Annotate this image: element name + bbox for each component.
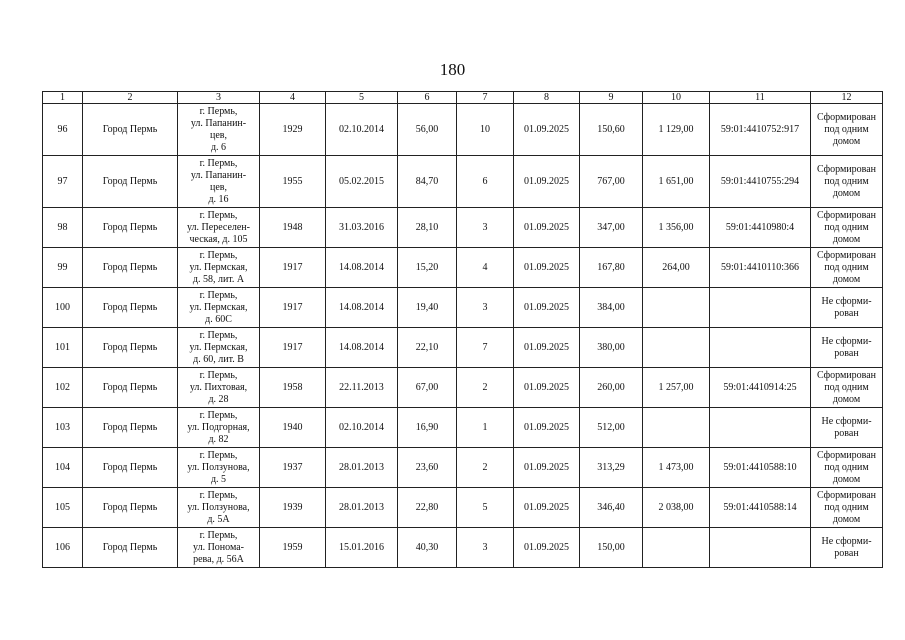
deadline-cell: 01.09.2025 <box>514 368 580 408</box>
quantity-cell: 7 <box>457 328 514 368</box>
quantity-cell: 3 <box>457 288 514 328</box>
amount-cell: 2 038,00 <box>643 488 710 528</box>
row-number-cell: 98 <box>43 208 83 248</box>
row-number-cell: 103 <box>43 408 83 448</box>
quantity-cell: 10 <box>457 104 514 156</box>
amount-cell: 1 651,00 <box>643 156 710 208</box>
quantity-cell: 3 <box>457 208 514 248</box>
area-cell: 22,80 <box>398 488 457 528</box>
quantity-cell: 6 <box>457 156 514 208</box>
city-cell: Город Пермь <box>83 368 178 408</box>
amount-cell: 1 129,00 <box>643 104 710 156</box>
value-cell: 150,60 <box>580 104 643 156</box>
city-cell: Город Пермь <box>83 488 178 528</box>
year-cell: 1917 <box>260 328 326 368</box>
value-cell: 512,00 <box>580 408 643 448</box>
date-cell: 14.08.2014 <box>326 248 398 288</box>
date-cell: 15.01.2016 <box>326 528 398 568</box>
date-cell: 02.10.2014 <box>326 408 398 448</box>
table-row <box>43 448 883 488</box>
quantity-cell: 2 <box>457 368 514 408</box>
cadastral-number-cell: 59:01:4410588:10 <box>710 448 811 488</box>
date-cell: 14.08.2014 <box>326 288 398 328</box>
address-cell: г. Пермь, ул. Пермская, д. 60С <box>178 288 260 328</box>
land-status-cell: Сформирован под одним домом <box>811 248 883 288</box>
land-status-cell: Сформирован под одним домом <box>811 156 883 208</box>
quantity-cell: 5 <box>457 488 514 528</box>
cadastral-number-cell: 59:01:4410110:366 <box>710 248 811 288</box>
area-cell: 56,00 <box>398 104 457 156</box>
year-cell: 1929 <box>260 104 326 156</box>
value-cell: 167,80 <box>580 248 643 288</box>
value-cell: 346,40 <box>580 488 643 528</box>
row-number-cell: 106 <box>43 528 83 568</box>
page-number: 180 <box>439 60 466 79</box>
value-cell: 260,00 <box>580 368 643 408</box>
quantity-cell: 3 <box>457 528 514 568</box>
row-number-cell: 101 <box>43 328 83 368</box>
date-cell: 28.01.2013 <box>326 488 398 528</box>
amount-cell <box>643 328 710 368</box>
column-header: 4 <box>260 92 326 104</box>
amount-cell: 1 356,00 <box>643 208 710 248</box>
address-cell: г. Пермь, ул. Переселен- ческая, д. 105 <box>178 208 260 248</box>
area-cell: 16,90 <box>398 408 457 448</box>
date-cell: 05.02.2015 <box>326 156 398 208</box>
address-cell: г. Пермь, ул. Пихтовая, д. 28 <box>178 368 260 408</box>
city-cell: Город Пермь <box>83 408 178 448</box>
city-cell: Город Пермь <box>83 104 178 156</box>
city-cell: Город Пермь <box>83 288 178 328</box>
area-cell: 22,10 <box>398 328 457 368</box>
amount-cell: 1 473,00 <box>643 448 710 488</box>
cadastral-number-cell <box>710 528 811 568</box>
row-number-cell: 100 <box>43 288 83 328</box>
deadline-cell: 01.09.2025 <box>514 528 580 568</box>
table-row <box>43 528 883 568</box>
land-status-cell: Сформирован под одним домом <box>811 368 883 408</box>
year-cell: 1958 <box>260 368 326 408</box>
column-header: 5 <box>326 92 398 104</box>
deadline-cell: 01.09.2025 <box>514 408 580 448</box>
column-header: 11 <box>710 92 811 104</box>
year-cell: 1917 <box>260 248 326 288</box>
quantity-cell: 1 <box>457 408 514 448</box>
quantity-cell: 4 <box>457 248 514 288</box>
land-status-cell: Сформирован под одним домом <box>811 208 883 248</box>
cadastral-number-cell: 59:01:4410980:4 <box>710 208 811 248</box>
deadline-cell: 01.09.2025 <box>514 248 580 288</box>
row-number-cell: 99 <box>43 248 83 288</box>
city-cell: Город Пермь <box>83 208 178 248</box>
row-number-cell: 96 <box>43 104 83 156</box>
address-cell: г. Пермь, ул. Пермская, д. 60, лит. В <box>178 328 260 368</box>
table-row <box>43 288 883 328</box>
column-header: 12 <box>811 92 883 104</box>
table-row <box>43 408 883 448</box>
column-header: 9 <box>580 92 643 104</box>
amount-cell <box>643 408 710 448</box>
address-cell: г. Пермь, ул. Подгорная, д. 82 <box>178 408 260 448</box>
deadline-cell: 01.09.2025 <box>514 208 580 248</box>
value-cell: 150,00 <box>580 528 643 568</box>
address-cell: г. Пермь, ул. Ползунова, д. 5А <box>178 488 260 528</box>
table-row <box>43 248 883 288</box>
date-cell: 22.11.2013 <box>326 368 398 408</box>
area-cell: 15,20 <box>398 248 457 288</box>
land-status-cell: Сформирован под одним домом <box>811 448 883 488</box>
year-cell: 1948 <box>260 208 326 248</box>
value-cell: 313,29 <box>580 448 643 488</box>
date-cell: 28.01.2013 <box>326 448 398 488</box>
address-cell: г. Пермь, ул. Ползунова, д. 5 <box>178 448 260 488</box>
land-status-cell: Сформирован под одним домом <box>811 104 883 156</box>
table-row <box>43 104 883 156</box>
value-cell: 380,00 <box>580 328 643 368</box>
city-cell: Город Пермь <box>83 156 178 208</box>
date-cell: 14.08.2014 <box>326 328 398 368</box>
row-number-cell: 102 <box>43 368 83 408</box>
amount-cell: 1 257,00 <box>643 368 710 408</box>
column-header: 7 <box>457 92 514 104</box>
city-cell: Город Пермь <box>83 448 178 488</box>
column-header: 8 <box>514 92 580 104</box>
area-cell: 67,00 <box>398 368 457 408</box>
deadline-cell: 01.09.2025 <box>514 488 580 528</box>
table-row <box>43 368 883 408</box>
value-cell: 384,00 <box>580 288 643 328</box>
column-header: 6 <box>398 92 457 104</box>
year-cell: 1955 <box>260 156 326 208</box>
row-number-cell: 105 <box>43 488 83 528</box>
amount-cell <box>643 528 710 568</box>
row-number-cell: 97 <box>43 156 83 208</box>
housing-register-table <box>42 91 883 568</box>
cadastral-number-cell <box>710 288 811 328</box>
table-row <box>43 328 883 368</box>
deadline-cell: 01.09.2025 <box>514 328 580 368</box>
year-cell: 1939 <box>260 488 326 528</box>
city-cell: Город Пермь <box>83 328 178 368</box>
year-cell: 1940 <box>260 408 326 448</box>
table-body <box>43 104 883 568</box>
cadastral-number-cell <box>710 408 811 448</box>
quantity-cell: 2 <box>457 448 514 488</box>
land-status-cell: Не сформи- рован <box>811 328 883 368</box>
table-row <box>43 156 883 208</box>
deadline-cell: 01.09.2025 <box>514 448 580 488</box>
city-cell: Город Пермь <box>83 528 178 568</box>
column-header: 3 <box>178 92 260 104</box>
address-cell: г. Пермь, ул. Папанин- цев, д. 6 <box>178 104 260 156</box>
area-cell: 19,40 <box>398 288 457 328</box>
cadastral-number-cell: 59:01:4410752:917 <box>710 104 811 156</box>
land-status-cell: Не сформи- рован <box>811 288 883 328</box>
year-cell: 1937 <box>260 448 326 488</box>
address-cell: г. Пермь, ул. Пермская, д. 58, лит. А <box>178 248 260 288</box>
column-header: 2 <box>83 92 178 104</box>
date-cell: 31.03.2016 <box>326 208 398 248</box>
deadline-cell: 01.09.2025 <box>514 288 580 328</box>
year-cell: 1917 <box>260 288 326 328</box>
land-status-cell: Не сформи- рован <box>811 528 883 568</box>
table-row <box>43 488 883 528</box>
area-cell: 84,70 <box>398 156 457 208</box>
area-cell: 23,60 <box>398 448 457 488</box>
deadline-cell: 01.09.2025 <box>514 156 580 208</box>
row-number-cell: 104 <box>43 448 83 488</box>
area-cell: 28,10 <box>398 208 457 248</box>
cadastral-number-cell: 59:01:4410914:25 <box>710 368 811 408</box>
land-status-cell: Не сформи- рован <box>811 408 883 448</box>
value-cell: 767,00 <box>580 156 643 208</box>
address-cell: г. Пермь, ул. Папанин- цев, д. 16 <box>178 156 260 208</box>
column-header: 1 <box>43 92 83 104</box>
cadastral-number-cell: 59:01:4410588:14 <box>710 488 811 528</box>
value-cell: 347,00 <box>580 208 643 248</box>
column-number-row <box>43 92 883 104</box>
amount-cell <box>643 288 710 328</box>
cadastral-number-cell <box>710 328 811 368</box>
address-cell: г. Пермь, ул. Понома- рева, д. 56А <box>178 528 260 568</box>
land-status-cell: Сформирован под одним домом <box>811 488 883 528</box>
cadastral-number-cell: 59:01:4410755:294 <box>710 156 811 208</box>
table-row <box>43 208 883 248</box>
year-cell: 1959 <box>260 528 326 568</box>
city-cell: Город Пермь <box>83 248 178 288</box>
date-cell: 02.10.2014 <box>326 104 398 156</box>
area-cell: 40,30 <box>398 528 457 568</box>
amount-cell: 264,00 <box>643 248 710 288</box>
deadline-cell: 01.09.2025 <box>514 104 580 156</box>
column-header: 10 <box>643 92 710 104</box>
